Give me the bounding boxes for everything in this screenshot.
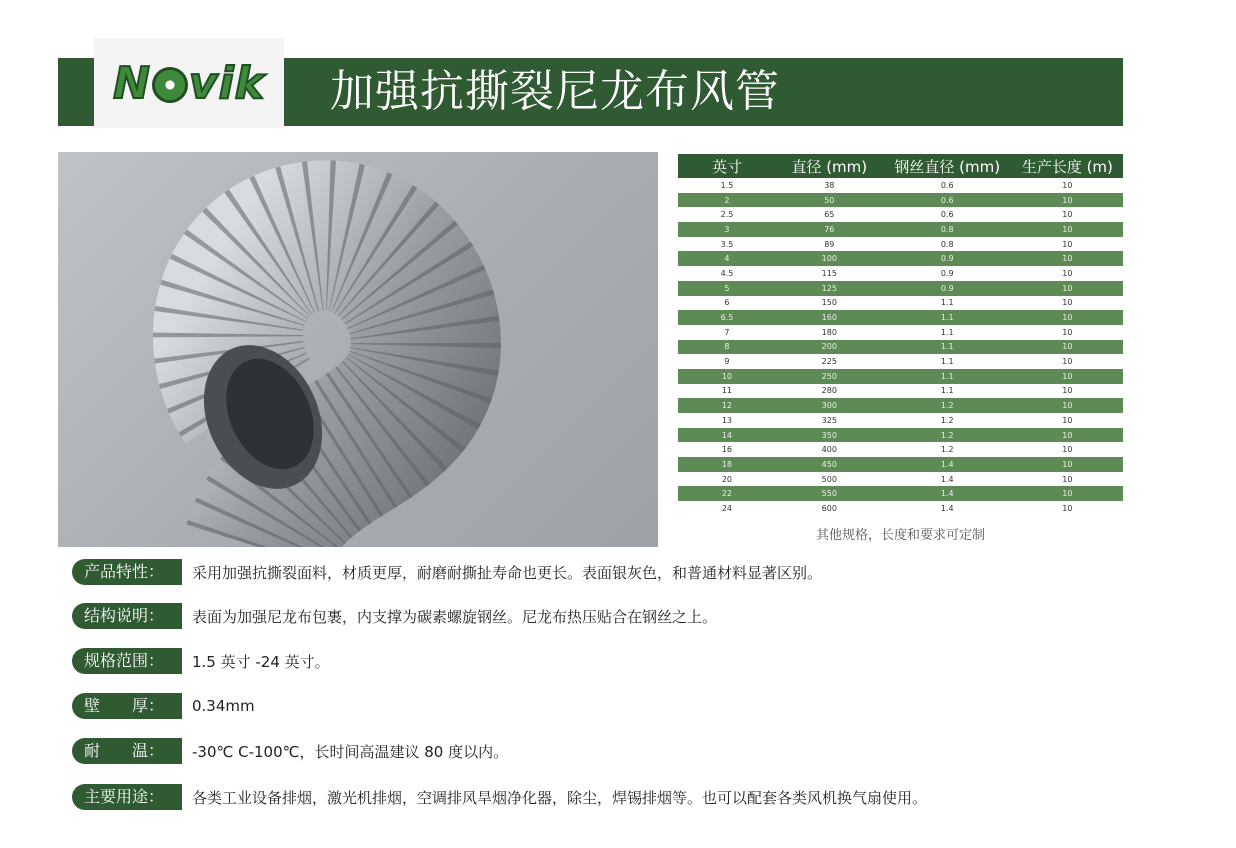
table-cell: 10 — [1062, 503, 1073, 513]
table-cell: 10 — [1062, 239, 1073, 249]
page-title: 加强抗撕裂尼龙布风管 — [330, 66, 780, 117]
table-row — [678, 442, 1123, 457]
table-cell: 50 — [776, 193, 883, 208]
table-cell: 10 — [1012, 310, 1123, 325]
table-cell: 1.4 — [883, 457, 1012, 472]
table-cell: 225 — [821, 357, 837, 367]
table-cell: 10 — [1062, 298, 1073, 308]
table-cell: 600 — [821, 503, 837, 513]
table-cell: 250 — [776, 369, 883, 384]
table-cell: 0.6 — [883, 193, 1012, 208]
table-row — [678, 413, 1123, 428]
table-row — [678, 457, 1123, 472]
table-cell: 500 — [821, 474, 837, 484]
feature-row — [72, 559, 822, 585]
table-cell: 65 — [824, 210, 835, 220]
table-cell: 150 — [821, 298, 837, 308]
table-row — [678, 486, 1123, 501]
feature-row — [72, 648, 330, 674]
table-row — [678, 472, 1123, 487]
table-cell: 10 — [1012, 193, 1123, 208]
feature-label: 主要用途： — [72, 784, 182, 810]
table-cell: 1.1 — [940, 386, 954, 396]
table-cell: 9 — [724, 357, 730, 367]
table-cell: 1.1 — [940, 357, 954, 367]
table-cell: 1.1 — [883, 340, 1012, 355]
table-cell: 6 — [724, 298, 730, 308]
table-cell: 14 — [678, 428, 776, 443]
table-cell: 10 — [1012, 281, 1123, 296]
table-cell: 5 — [678, 281, 776, 296]
table-cell: 550 — [776, 486, 883, 501]
col-header-length: 生产长度 (m) — [1012, 154, 1123, 178]
table-cell: 1.2 — [940, 415, 954, 425]
table-cell: 10 — [1012, 369, 1123, 384]
table-cell: 0.9 — [940, 268, 954, 278]
table-cell: 10 — [1062, 415, 1073, 425]
col-header-diameter: 直径 (mm) — [776, 154, 883, 178]
table-cell: 180 — [821, 327, 837, 337]
feature-value: 各类工业设备排烟，激光机排烟，空调排风旱烟净化器，除尘，焊锡排烟等。也可以配套各类风机换气扇使用。 — [192, 788, 928, 807]
table-cell: 10 — [1062, 445, 1073, 455]
fan-icon — [152, 67, 188, 103]
feature-label: 规格范围： — [72, 648, 182, 674]
table-cell: 10 — [1012, 398, 1123, 413]
table-row — [678, 369, 1123, 384]
table-cell: 160 — [776, 310, 883, 325]
table-row — [678, 193, 1123, 208]
table-cell: 13 — [721, 415, 733, 425]
table-cell: 10 — [1012, 222, 1123, 237]
table-cell: 2 — [678, 193, 776, 208]
table-cell: 450 — [776, 457, 883, 472]
table-cell: 1.1 — [940, 298, 954, 308]
table-cell: 24 — [721, 503, 733, 513]
table-cell: 10 — [1012, 428, 1123, 443]
table-cell: 8 — [678, 340, 776, 355]
table-cell: 10 — [1062, 386, 1073, 396]
table-body — [678, 178, 1123, 516]
table-cell: 1.1 — [883, 310, 1012, 325]
table-row — [678, 296, 1123, 311]
feature-value: 表面为加强尼龙布包裹，内支撑为碳素螺旋钢丝。尼龙布热压贴合在钢丝之上。 — [192, 607, 718, 626]
table-row — [678, 266, 1123, 281]
table-row — [678, 178, 1123, 193]
table-cell: 10 — [1062, 357, 1073, 367]
table-cell: 1.1 — [883, 369, 1012, 384]
feature-label: 结构说明： — [72, 603, 182, 629]
table-cell: 0.8 — [940, 239, 954, 249]
table-cell: 10 — [1062, 210, 1073, 220]
table-row — [678, 398, 1123, 413]
spec-table — [678, 154, 1123, 516]
table-cell: 0.6 — [940, 210, 954, 220]
table-row — [678, 281, 1123, 296]
table-cell: 100 — [776, 251, 883, 266]
table-cell: 3 — [678, 222, 776, 237]
table-cell: 200 — [776, 340, 883, 355]
table-row — [678, 384, 1123, 399]
table-cell: 10 — [1062, 268, 1073, 278]
table-cell: 10 — [1062, 327, 1073, 337]
table-cell: 6.5 — [678, 310, 776, 325]
feature-value: 0.34mm — [192, 697, 255, 715]
table-cell: 280 — [821, 386, 837, 396]
table-cell: 1.2 — [883, 428, 1012, 443]
table-cell: 3.5 — [720, 239, 734, 249]
feature-row — [72, 784, 927, 810]
table-row — [678, 354, 1123, 369]
table-row — [678, 207, 1123, 222]
feature-row — [72, 693, 255, 719]
col-header-wire-diameter: 钢丝直径 (mm) — [883, 154, 1012, 178]
table-cell: 89 — [824, 239, 835, 249]
table-cell: 115 — [821, 268, 837, 278]
table-cell: 10 — [1062, 180, 1073, 190]
flexible-duct-illustration — [58, 152, 658, 547]
table-cell: 10 — [1062, 474, 1073, 484]
table-cell: 0.9 — [883, 281, 1012, 296]
table-note: 其他规格，长度和要求可定制 — [815, 528, 985, 543]
feature-value: -30℃ C-100℃，长时间高温建议 80 度以内。 — [192, 742, 509, 761]
table-cell: 300 — [776, 398, 883, 413]
table-cell: 1.2 — [883, 398, 1012, 413]
table-cell: 0.8 — [883, 222, 1012, 237]
table-cell: 1.2 — [940, 445, 954, 455]
table-cell: 325 — [821, 415, 837, 425]
table-cell: 4 — [678, 251, 776, 266]
table-cell: 12 — [678, 398, 776, 413]
feature-row — [72, 603, 717, 629]
table-cell: 4.5 — [720, 268, 734, 278]
table-cell: 7 — [724, 327, 730, 337]
table-cell: 1.4 — [940, 474, 954, 484]
col-header-inch: 英寸 — [678, 154, 776, 178]
feature-label: 产品特性： — [72, 559, 182, 585]
table-cell: 125 — [776, 281, 883, 296]
table-cell: 38 — [824, 180, 835, 190]
table-cell: 18 — [678, 457, 776, 472]
table-cell: 400 — [821, 445, 837, 455]
feature-value: 采用加强抗撕裂面料，材质更厚，耐磨耐撕扯寿命也更长。表面银灰色，和普通材料显著区别。 — [192, 563, 823, 582]
table-cell: 16 — [721, 445, 733, 455]
table-row — [678, 310, 1123, 325]
table-cell: 350 — [776, 428, 883, 443]
table-row — [678, 222, 1123, 237]
table-cell: 10 — [1012, 457, 1123, 472]
brand-logo — [94, 38, 284, 128]
table-row — [678, 428, 1123, 443]
table-header-row — [678, 154, 1123, 178]
table-row — [678, 501, 1123, 516]
feature-value: 1.5 英寸 -24 英寸。 — [192, 652, 330, 671]
table-row — [678, 237, 1123, 252]
table-cell: 22 — [678, 486, 776, 501]
table-cell: 2.5 — [720, 210, 734, 220]
table-cell: 10 — [1012, 340, 1123, 355]
table-cell: 20 — [721, 474, 733, 484]
table-row — [678, 340, 1123, 355]
logo-wordmark: N vik — [113, 57, 265, 109]
table-cell: 10 — [1012, 486, 1123, 501]
table-cell: 11 — [721, 386, 733, 396]
table-cell: 1.4 — [940, 503, 954, 513]
feature-row — [72, 738, 508, 764]
feature-label: 壁 厚： — [72, 693, 182, 719]
table-cell: 1.5 — [720, 180, 734, 190]
table-cell: 0.9 — [883, 251, 1012, 266]
table-cell: 76 — [776, 222, 883, 237]
table-cell: 1.1 — [940, 327, 954, 337]
table-cell: 10 — [678, 369, 776, 384]
table-cell: 10 — [1012, 251, 1123, 266]
table-cell: 1.4 — [883, 486, 1012, 501]
table-cell: 0.6 — [940, 180, 954, 190]
table-row — [678, 325, 1123, 340]
feature-label: 耐 温： — [72, 738, 182, 764]
product-photo — [58, 152, 658, 547]
table-row — [678, 251, 1123, 266]
